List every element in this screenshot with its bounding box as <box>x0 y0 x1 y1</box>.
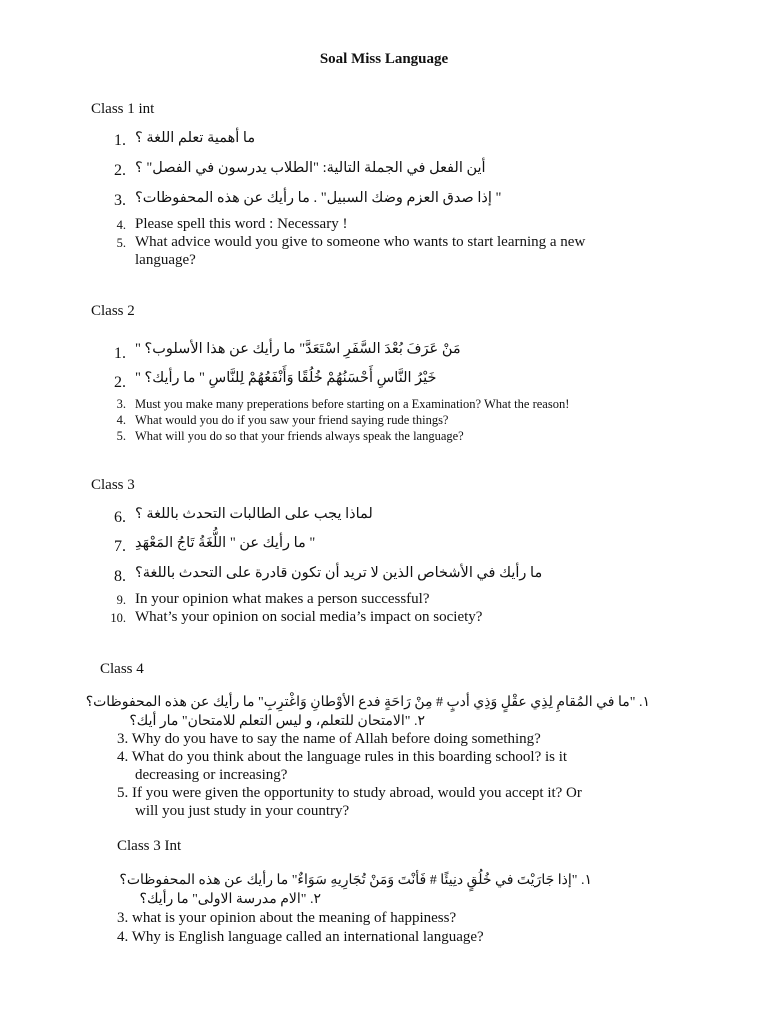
class2-num-3: 3. <box>116 397 126 411</box>
class1-num-1: 1. <box>114 132 126 149</box>
class4-heading: Class 4 <box>100 661 144 677</box>
class1-heading: Class 1 int <box>91 101 155 117</box>
class3-num-7: 7. <box>114 538 126 555</box>
class1-item-3: " إذا صدق العزم وضك السبيل" . ما رأيك عن هذه المحفوظات؟ <box>135 190 502 206</box>
class3-num-9: 9. <box>116 593 126 607</box>
class1-num-3: 3. <box>114 192 126 209</box>
class3-item-9: In your opinion what makes a person successful? <box>135 591 430 607</box>
class2-item-5: What will you do so that your friends always speak the language? <box>135 429 464 443</box>
class3int-heading: Class 3 Int <box>117 838 182 854</box>
class3int-arabic-2: ٢. "الام مدرسة الاولى" ما رأيك؟ <box>139 892 321 907</box>
document-title: Soal Miss Language <box>319 51 449 67</box>
class4-item-3: 3. Why do you have to say the name of Allah before doing something? <box>117 731 541 747</box>
class3-item-8: ما رأيك في الأشخاص الذين لا تريد أن تكون قادرة على التحدث باللغة؟ <box>135 565 543 581</box>
class3-num-10: 10. <box>110 611 126 625</box>
class4-item-5: 5. If you were given the opportunity to study abroad, would you accept it? Or <box>117 785 582 801</box>
class4-arabic-2: ٢. "الامتحان للتعلم، و ليس التعلم للامتحان" مار أيك؟ <box>129 714 425 729</box>
class3-item-6: لماذا يجب على الطالبات التحدث باللغة ؟ <box>135 506 373 522</box>
class4-item-4-cont: decreasing or increasing? <box>135 767 288 783</box>
class3int-item-4: 4. Why is English language called an international language? <box>117 929 484 945</box>
class2-num-2: 2. <box>114 374 126 391</box>
class2-item-4: What would you do if you saw your friend saying rude things? <box>135 413 449 427</box>
class1-num-4: 4. <box>116 218 126 232</box>
class3int-item-3: 3. what is your opinion about the meaning of happiness? <box>117 910 457 926</box>
class1-num-5: 5. <box>116 236 126 250</box>
class1-item-5: What advice would you give to someone who wants to start learning a new <box>135 234 586 250</box>
class4-item-5-cont: will you just study in your country? <box>135 803 350 819</box>
class1-num-2: 2. <box>114 162 126 179</box>
class1-item-4: Please spell this word : Necessary ! <box>135 216 348 232</box>
class1-item-2: أين الفعل في الجملة التالية: "الطلاب يدرسون في الفصل" ؟ <box>135 160 486 176</box>
class3-item-7: " ما رأيك عن " اللُّغَةُ تَاجُ المَعْهَدِ <box>135 535 316 551</box>
class2-num-4: 4. <box>116 413 126 427</box>
class2-item-2: خَيْرُ النَّاسِ أَحْسَنُهُمْ خُلُقًا وَأَنْفَعُهُمْ لِلنَّاسِ " ما رأيك؟ " <box>135 370 437 386</box>
class3-num-6: 6. <box>114 509 126 526</box>
class2-heading: Class 2 <box>91 303 135 319</box>
class3-item-10: What’s your opinion on social media’s impact on society? <box>135 609 483 625</box>
class3-num-8: 8. <box>114 568 126 585</box>
class1-item-1: ما أهمية تعلم اللغة ؟ <box>135 130 256 146</box>
class2-num-5: 5. <box>116 429 126 443</box>
class2-item-3: Must you make many preperations before starting on a Examination? What the reason! <box>135 397 570 411</box>
class3-heading: Class 3 <box>91 477 135 493</box>
class2-item-1: مَنْ عَرَفَ بُعْدَ السَّفَرِ اسْتَعَدَّ" ما رأيك عن هذا الأسلوب؟ " <box>135 341 461 357</box>
class1-item-5-cont: language? <box>135 252 196 268</box>
class3int-arabic-1: ١. "إذا جَارَيْتَ في خُلُقٍ دنِيئًا # فَأنْتَ وَمَنْ تُجَارِيهِ سَوَاءٌ" ما رأيك عن هذه المحفوظات؟ <box>119 873 592 888</box>
class4-arabic-1: ١. "ما في المُقامِ لِذِي عقْلٍ وَذِي أدبٍ # مِنْ رَاحَةٍ فدع الأوْطانِ وَاغْترِبِ" ما رأيك عن هذه المحفوظات؟ <box>85 695 650 710</box>
class4-item-4: 4. What do you think about the language rules in this boarding school? is it <box>117 749 568 765</box>
class2-num-1: 1. <box>114 345 126 362</box>
